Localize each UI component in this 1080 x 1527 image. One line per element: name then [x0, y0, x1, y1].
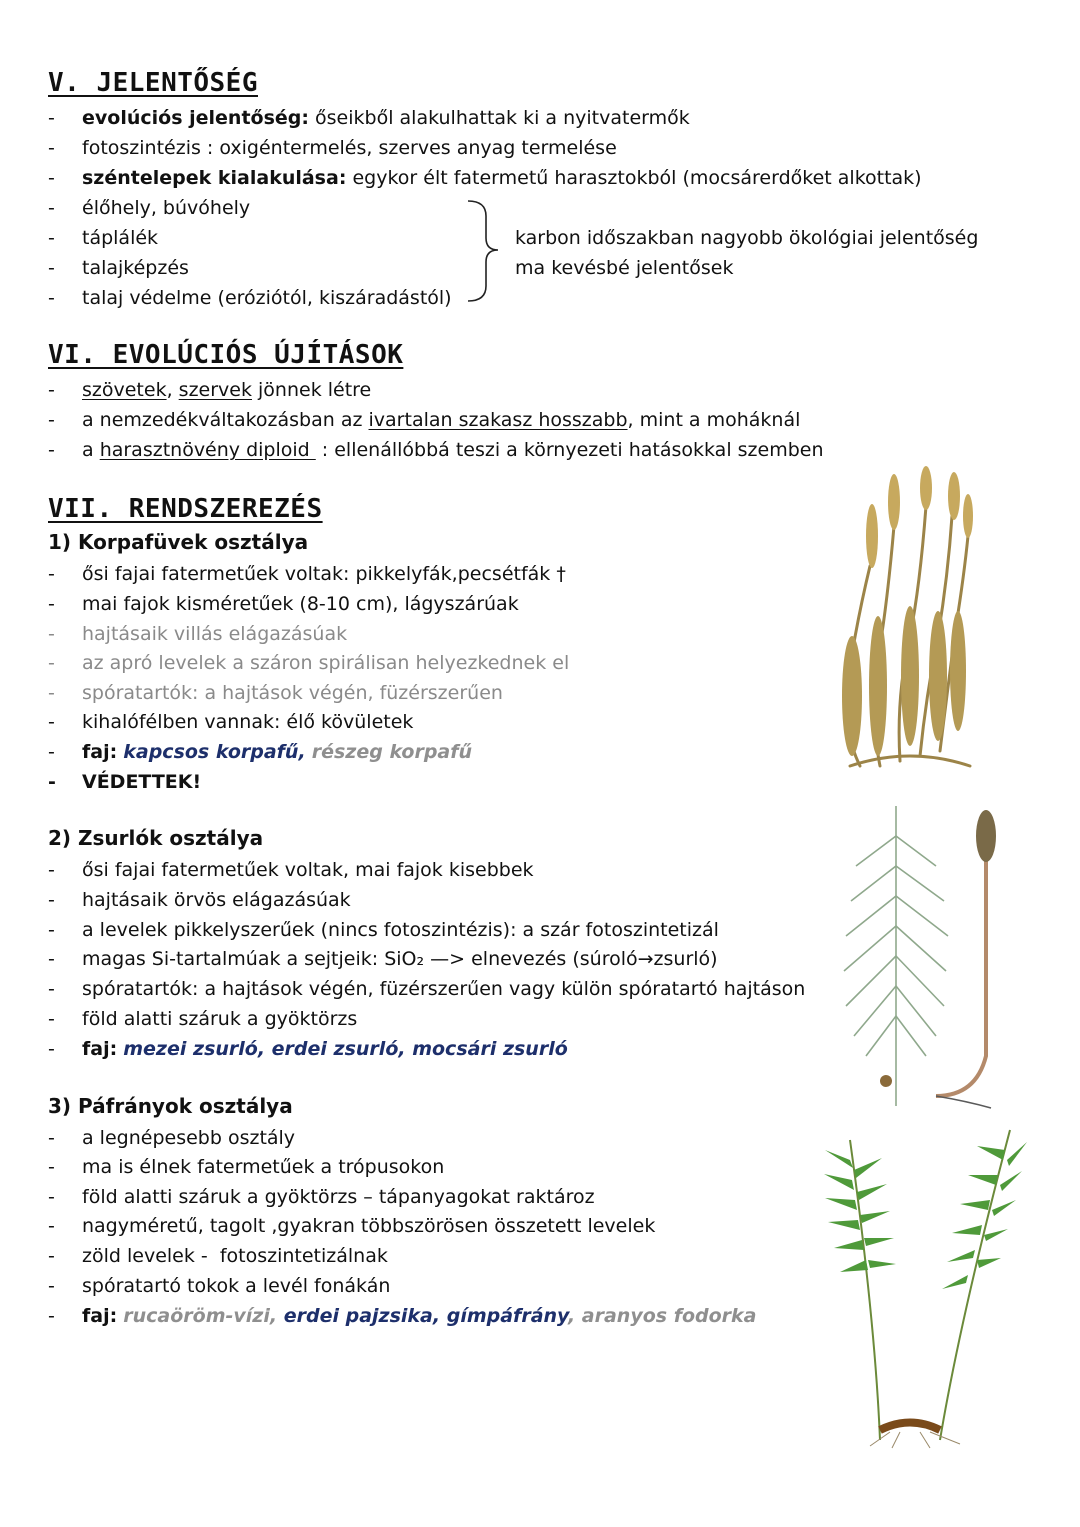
- list-item: - spóratartók: a hajtások végén, füzérszerűen vagy külön spóratartó hajtáson: [48, 978, 806, 1000]
- list-item: - evolúciós jelentőség: őseikből alakulhattak ki a nyitvatermők: [48, 107, 690, 129]
- text: a levelek pikkelyszerűek (nincs fotoszintézis): a szár fotoszintetizál: [82, 919, 719, 941]
- species: mezei zsurló, erdei zsurló, mocsári zsurló: [123, 1038, 568, 1060]
- sep: ,: [298, 741, 306, 763]
- text: hajtásaik örvös elágazásúak: [82, 889, 351, 911]
- list-item: - talaj védelme (eróziótól, kiszáradástól): [48, 287, 452, 309]
- list-item: - a nemzedékváltakozásban az ivartalan szakasz hosszabb, mint a moháknál: [48, 409, 801, 431]
- list-item: - ősi fajai fatermetűek voltak, mai fajok kisebbek: [48, 859, 534, 881]
- list-item: - a harasztnövény diploid : ellenállóbbá teszi a környezeti hatásokkal szemben: [48, 439, 824, 461]
- text: kihalófélben vannak: élő kövületek: [82, 711, 414, 733]
- species: erdei pajzsika: [283, 1305, 433, 1327]
- section-title-vi: VI. EVOLÚCIÓS ÚJÍTÁSOK: [48, 340, 404, 370]
- text: őseikből alakulhattak ki a nyitvatermők: [308, 107, 690, 129]
- faj-label: faj:: [82, 1305, 118, 1327]
- text: fotoszintézis : oxigéntermelés, szerves anyag termelése: [82, 137, 617, 159]
- list-item: - fotoszintézis : oxigéntermelés, szerves anyag termelése: [48, 137, 617, 159]
- curly-brace: [464, 198, 504, 304]
- subsection-title: 3) Páfrányok osztálya: [48, 1094, 293, 1118]
- term: evolúciós jelentőség:: [82, 107, 309, 129]
- list-item: - hajtásaik villás elágazásúak: [48, 623, 348, 645]
- clubmoss-illustration: [830, 466, 990, 782]
- text: VÉDETTEK!: [82, 771, 202, 793]
- text: ősi fajai fatermetűek voltak, mai fajok kisebbek: [82, 859, 534, 881]
- faj-label: faj:: [82, 1038, 118, 1060]
- text: élőhely, búvóhely: [82, 197, 251, 219]
- text: az apró levelek a száron spirálisan helyezkednek el: [82, 652, 570, 674]
- text: ,: [166, 379, 179, 401]
- text: hajtásaik villás elágazásúak: [82, 623, 348, 645]
- text: a nemzedékváltakozásban az: [82, 409, 369, 431]
- fern-illustration: [820, 1120, 1030, 1450]
- list-item: - faj: rucaöröm-vízi, erdei pajzsika, gímpáfrány, aranyos fodorka: [48, 1305, 757, 1327]
- text: táplálék: [82, 227, 159, 249]
- subsection-title: 1) Korpafüvek osztálya: [48, 530, 309, 554]
- species: részeg korpafű: [311, 741, 473, 763]
- text: mai fajok kisméretűek (8-10 cm), lágyszárúak: [82, 593, 519, 615]
- term: széntelepek kialakulása:: [82, 167, 347, 189]
- term: harasztnövény diploid: [99, 439, 316, 461]
- text: jönnek létre: [251, 379, 372, 401]
- list-item: - széntelepek kialakulása: egykor élt fatermetű harasztokból (mocsárerdőket alkottak): [48, 167, 922, 189]
- text: : ellenállóbbá teszi a környezeti hatásokkal szemben: [315, 439, 824, 461]
- list-item: - talajképzés: [48, 257, 189, 279]
- horsetail-illustration: [826, 796, 1016, 1114]
- list-item: - nagyméretű, tagolt ,gyakran többszörösen összetett levelek: [48, 1215, 656, 1237]
- text: ősi fajai fatermetűek voltak: pikkelyfák,pecsétfák †: [82, 563, 566, 585]
- sep: ,: [432, 1305, 447, 1327]
- text: zöld levelek - fotoszintetizálnak: [82, 1245, 388, 1267]
- list-item: - élőhely, búvóhely: [48, 197, 251, 219]
- list-item: - kihalófélben vannak: élő kövületek: [48, 711, 414, 733]
- list-item: - föld alatti száruk a gyöktörzs – tápanyagokat raktároz: [48, 1186, 595, 1208]
- list-item: - faj: mezei zsurló, erdei zsurló, mocsári zsurló: [48, 1038, 568, 1060]
- text: spóratartók: a hajtások végén, füzérszerűen: [82, 682, 503, 704]
- term: szövetek: [82, 379, 167, 401]
- list-item: - föld alatti száruk a gyöktörzs: [48, 1008, 358, 1030]
- text: spóratartó tokok a levél fonákán: [82, 1275, 391, 1297]
- list-item: - a levelek pikkelyszerűek (nincs fotoszintézis): a szár fotoszintetizál: [48, 919, 719, 941]
- list-item: - a legnépesebb osztály: [48, 1127, 296, 1149]
- sep: ,: [269, 1305, 284, 1327]
- section-title-v: V. JELENTŐSÉG: [48, 68, 258, 98]
- subsection-title: 2) Zsurlók osztálya: [48, 826, 264, 850]
- text: egykor élt fatermetű harasztokból (mocsárerdőket alkottak): [346, 167, 922, 189]
- list-item: - spóratartók: a hajtások végén, füzérszerűen: [48, 682, 503, 704]
- faj-label: faj:: [82, 741, 118, 763]
- species: kapcsos korpafű: [123, 741, 299, 763]
- list-item: - faj: kapcsos korpafű, részeg korpafű: [48, 741, 473, 763]
- text: föld alatti száruk a gyöktörzs: [82, 1008, 358, 1030]
- list-item: - szövetek, szervek jönnek létre: [48, 379, 372, 401]
- species: rucaöröm-vízi: [123, 1305, 270, 1327]
- list-item: - ma is élnek fatermetűek a trópusokon: [48, 1156, 445, 1178]
- list-item: - zöld levelek - fotoszintetizálnak: [48, 1245, 388, 1267]
- species: aranyos fodorka: [581, 1305, 757, 1327]
- list-item: - mai fajok kisméretűek (8-10 cm), lágyszárúak: [48, 593, 519, 615]
- species: gímpáfrány: [446, 1305, 568, 1327]
- list-item: - VÉDETTEK!: [48, 771, 202, 793]
- list-item: - táplálék: [48, 227, 159, 249]
- text: nagyméretű, tagolt ,gyakran többszörösen összetett levelek: [82, 1215, 656, 1237]
- list-item: - spóratartó tokok a levél fonákán: [48, 1275, 391, 1297]
- text: a legnépesebb osztály: [82, 1127, 296, 1149]
- text: talajképzés: [82, 257, 189, 279]
- sep: ,: [567, 1305, 582, 1327]
- text: a: [82, 439, 100, 461]
- text: , mint a moháknál: [627, 409, 801, 431]
- text: spóratartók: a hajtások végén, füzérszerűen vagy külön spóratartó hajtáson: [82, 978, 806, 1000]
- list-item: - hajtásaik örvös elágazásúak: [48, 889, 351, 911]
- text: talaj védelme (eróziótól, kiszáradástól): [82, 287, 452, 309]
- term: ivartalan szakasz hosszabb: [368, 409, 628, 431]
- list-item: - magas Si-tartalmúak a sejtjeik: SiO₂ —> elnevezés (súroló→zsurló): [48, 948, 718, 970]
- list-item: - az apró levelek a száron spirálisan helyezkednek el: [48, 652, 570, 674]
- text: magas Si-tartalmúak a sejtjeik: SiO₂ —> elnevezés (súroló→zsurló): [82, 948, 718, 970]
- term: szervek: [178, 379, 252, 401]
- text: ma is élnek fatermetűek a trópusokon: [82, 1156, 445, 1178]
- list-item: - ősi fajai fatermetűek voltak: pikkelyfák,pecsétfák †: [48, 563, 566, 585]
- brace-note: ma kevésbé jelentősek: [515, 257, 734, 279]
- section-title-vii: VII. RENDSZEREZÉS: [48, 494, 323, 524]
- text: föld alatti száruk a gyöktörzs – tápanyagokat raktároz: [82, 1186, 595, 1208]
- brace-note: karbon időszakban nagyobb ökológiai jelentőség: [515, 227, 979, 249]
